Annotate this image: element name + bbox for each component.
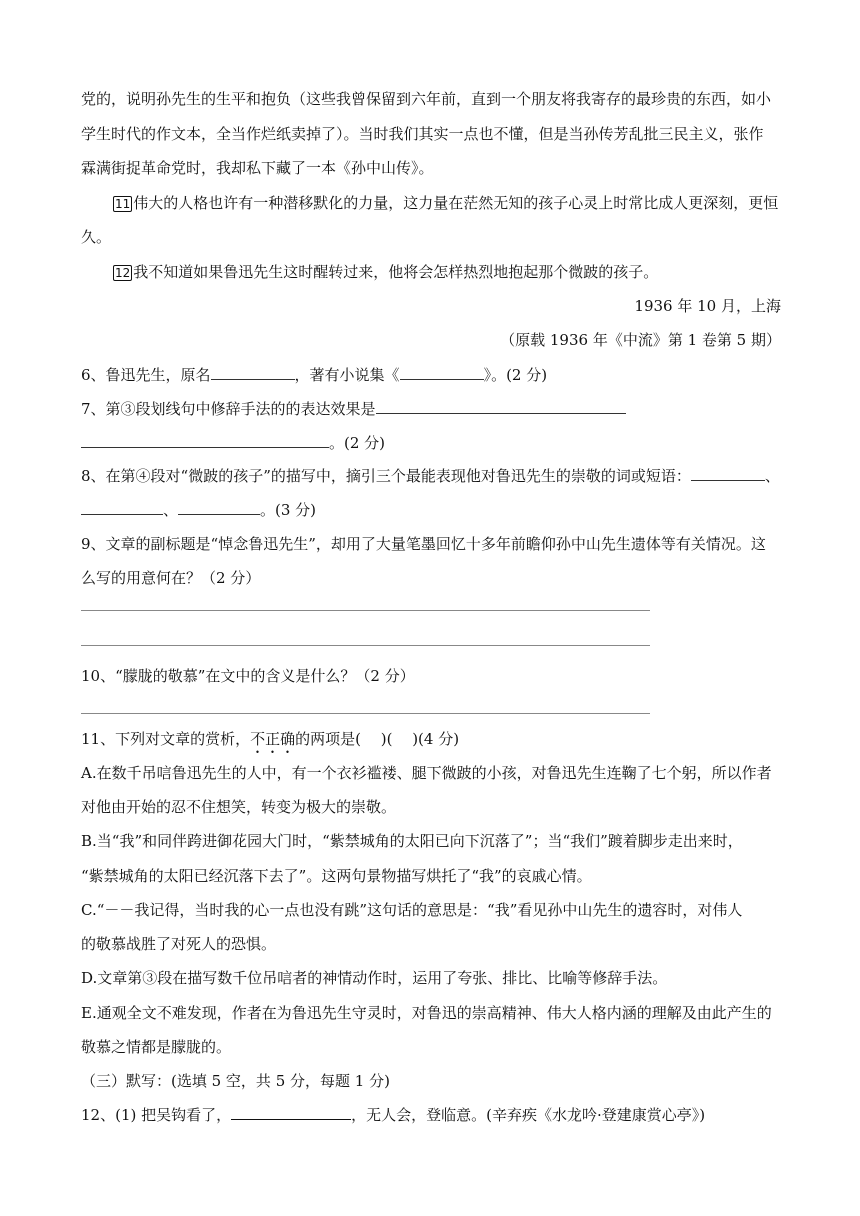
question-12 xyxy=(81,1105,781,1125)
question-text: ，著有小说集《 xyxy=(294,366,400,384)
answer-blank[interactable] xyxy=(211,365,295,380)
section-title: （三）默写：(选填 5 空，共 5 分，每题 1 分) xyxy=(81,1072,390,1090)
question-text: 6、鲁迅先生，原名 xyxy=(81,366,211,384)
answer-blank[interactable] xyxy=(231,1105,351,1120)
source-text: （原载 1936 年《中流》第 1 卷第 5 期） xyxy=(500,331,781,349)
question-text: 么写的用意何在？（2 分） xyxy=(81,569,261,587)
question-11 xyxy=(81,729,781,749)
passage-line xyxy=(81,227,781,247)
question-text: 。(2 分) xyxy=(329,434,386,452)
question-text: 》。(2 分) xyxy=(483,366,548,384)
paragraph-12 xyxy=(113,262,781,282)
question-text: 、 xyxy=(163,501,179,519)
question-text: 10、“朦胧的敬慕”在文中的含义是什么？（2 分） xyxy=(81,667,415,685)
question-text: 11、下列对文章的赏析， xyxy=(81,730,251,748)
answer-blank[interactable] xyxy=(81,500,163,515)
question-text: 8、在第④段对“微跛的孩子”的描写中，摘引三个最能表现他对鲁迅先生的崇敬的词或短语： xyxy=(81,467,691,485)
option-b-cont xyxy=(81,866,781,886)
answer-blank[interactable] xyxy=(376,399,626,414)
emphasis-text: 不正确 xyxy=(250,730,296,748)
question-6 xyxy=(81,365,781,385)
question-8-cont xyxy=(81,500,781,520)
option-text: B.当“我”和同伴跨进御花园大门时，“紫禁城角的太阳已向下沉落了”；当“我们”踱着脚步走出来时， xyxy=(81,832,743,850)
option-a[interactable] xyxy=(81,763,781,783)
answer-blank[interactable] xyxy=(178,500,260,515)
paragraph-number-badge: 12 xyxy=(115,266,131,280)
question-text: 9、文章的副标题是“悼念鲁迅先生”，却用了大量笔墨回忆十多年前瞻仰孙中山先生遗体等有关情况。这 xyxy=(81,535,766,553)
question-text: 的两项是( )( )(4 分) xyxy=(295,730,460,748)
question-text: 12、(1) 把吴钩看了， xyxy=(81,1106,232,1124)
question-10 xyxy=(81,666,781,686)
question-text: 、 xyxy=(764,467,780,485)
option-d[interactable] xyxy=(81,968,781,988)
passage-line xyxy=(81,124,781,144)
option-text: 敬慕之情都是朦胧的。 xyxy=(81,1038,232,1056)
answer-blank[interactable] xyxy=(81,433,329,448)
question-text: 7、第③段划线句中修辞手法的的表达效果是 xyxy=(81,400,376,418)
option-text: A.在数千吊唁鲁迅先生的人中，有一个衣衫褴褛、腿下微跛的小孩，对鲁迅先生连鞠了七个躬，所以作者 xyxy=(81,764,772,782)
date-text: 1936 年 10 月，上海 xyxy=(634,297,781,315)
option-c[interactable] xyxy=(81,900,781,920)
option-text: C.“－－我记得，当时我的心一点也没有跳”这句话的意思是：“我”看见孙中山先生的遗容时，对伟人 xyxy=(81,901,743,919)
question-9-cont xyxy=(81,568,781,588)
passage-text: 我不知道如果鲁迅先生这时醒转过来，他将会怎样热烈地抱起那个微跛的孩子。 xyxy=(133,263,659,281)
passage-text: 久。 xyxy=(81,228,112,246)
option-c-cont xyxy=(81,934,781,954)
option-b[interactable] xyxy=(81,831,781,851)
option-e-cont xyxy=(81,1037,781,1057)
question-9 xyxy=(81,534,781,554)
passage-text: 霖满街捉革命党时，我却私下藏了一本《孙中山传》。 xyxy=(81,159,434,177)
answer-line[interactable] xyxy=(81,713,650,714)
answer-line[interactable] xyxy=(81,610,650,611)
option-text: 的敬慕战胜了对死人的恐惧。 xyxy=(81,935,277,953)
passage-line xyxy=(81,89,781,109)
passage-line xyxy=(81,158,781,178)
passage-text: 学生时代的作文本，全当作烂纸卖掉了）。当时我们其实一点也不懂，但是当孙传芳乱批三民主义，张作 xyxy=(81,125,764,143)
passage-date xyxy=(81,296,781,316)
question-7 xyxy=(81,399,781,419)
option-text: D.文章第③段在描写数千位吊唁者的神情动作时，运用了夸张、排比、比喻等修辞手法。 xyxy=(81,969,668,987)
passage-text: 党的，说明孙先生的生平和抱负（这些我曾保留到六年前，直到一个朋友将我寄存的最珍贵的东西，如小 xyxy=(81,90,772,108)
option-text: “紫禁城角的太阳已经沉落下去了”。这两句景物描写烘托了“我”的哀戚心情。 xyxy=(81,867,592,885)
answer-blank[interactable] xyxy=(400,365,484,380)
passage-text: 伟大的人格也许有一种潜移默化的力量，这力量在茫然无知的孩子心灵上时常比成人更深刻，更恒 xyxy=(133,194,779,212)
section-heading xyxy=(81,1071,781,1091)
question-text: ，无人会，登临意。(辛弃疾《水龙吟·登建康赏心亭》) xyxy=(351,1106,706,1124)
answer-line[interactable] xyxy=(81,645,650,646)
question-text: 。(3 分) xyxy=(260,501,317,519)
option-a-cont xyxy=(81,797,781,817)
paragraph-11 xyxy=(113,193,781,213)
answer-blank[interactable] xyxy=(691,466,765,481)
option-text: 对他由开始的忍不住想笑，转变为极大的崇敬。 xyxy=(81,798,397,816)
option-text: E.通观全文不难发现，作者在为鲁迅先生守灵时，对鲁迅的崇高精神、伟大人格内涵的理解及由此产生的 xyxy=(81,1004,772,1022)
option-e[interactable] xyxy=(81,1003,781,1023)
paragraph-number-badge: 11 xyxy=(115,197,131,211)
question-7-cont xyxy=(81,433,781,453)
question-8 xyxy=(81,466,781,486)
passage-source xyxy=(81,330,781,350)
